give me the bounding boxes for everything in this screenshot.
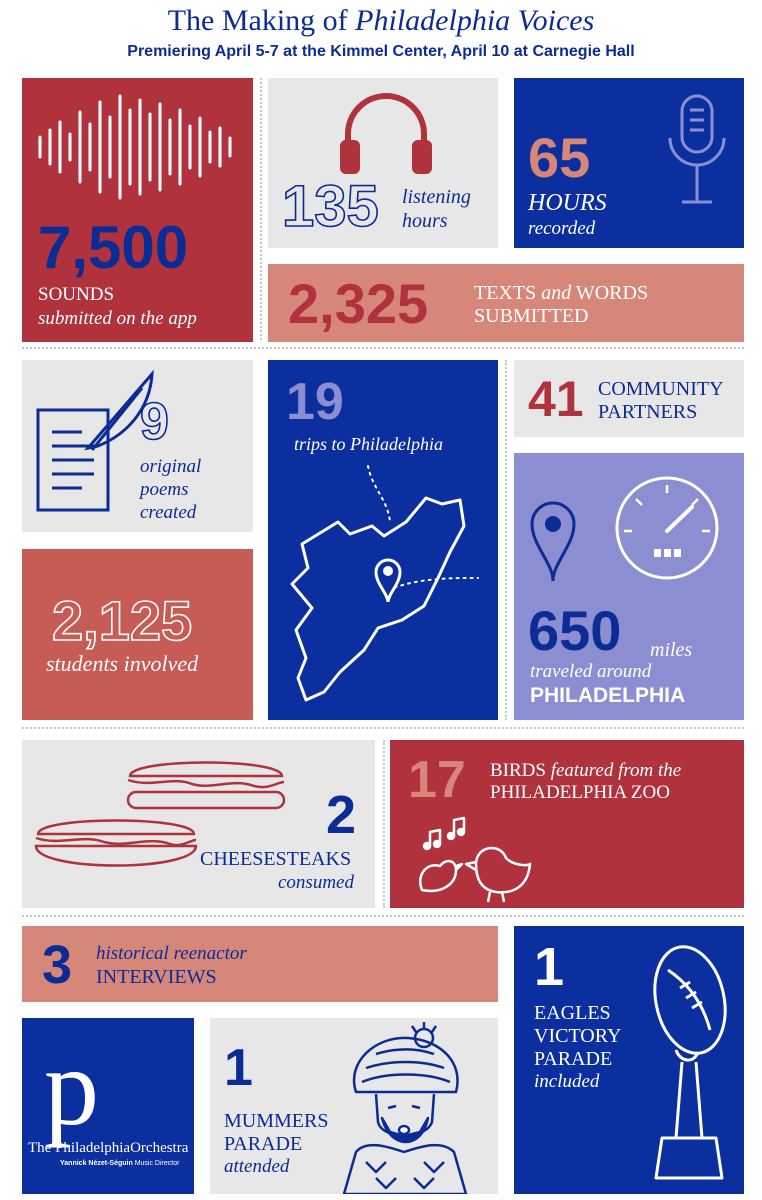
orchestra-logo-director: [60, 1160, 179, 1167]
eagles-label-2: VICTORY: [534, 1025, 622, 1047]
partners-label-2: PARTNERS: [598, 401, 698, 423]
birds-label-1: [490, 760, 681, 782]
cheesesteaks-label-2: consumed: [278, 872, 354, 893]
logo-name-c: Orchestra: [130, 1140, 189, 1156]
title-prefix: The Making of: [167, 4, 356, 37]
students-number: 2,125: [52, 589, 193, 652]
texts-tile: [268, 264, 744, 342]
divider: [22, 727, 744, 729]
recorded-number: 65: [528, 126, 591, 189]
miles-unit: miles: [650, 639, 693, 661]
texts-number: 2,325: [288, 272, 429, 335]
recorded-label-2: recorded: [528, 218, 596, 239]
listening-number: 135: [282, 174, 379, 239]
texts-label-1: [474, 282, 648, 305]
partners-tile: [514, 360, 744, 437]
eagles-label-1: EAGLES: [534, 1002, 611, 1024]
title-italic: Philadelphia Voices: [355, 4, 595, 37]
students-label: students involved: [46, 651, 199, 676]
mummers-number: 1: [224, 1039, 253, 1097]
birds-number: 17: [408, 751, 466, 809]
divider: [260, 78, 262, 340]
page-subtitle: Premiering April 5-7 at the Kimmel Center, April 10 at Carnegie Hall: [127, 43, 635, 60]
poems-label-3: created: [140, 502, 197, 523]
listening-label-2: hours: [402, 210, 448, 232]
logo-director-name: Yannick Nézet-Séguin: [60, 1160, 133, 1167]
sounds-label-1: SOUNDS: [38, 284, 115, 305]
partners-label-1: COMMUNITY: [598, 378, 724, 400]
reenactor-number: 3: [42, 935, 73, 995]
logo-name-b: Philadelphia: [55, 1140, 131, 1156]
soundwave-icon: [36, 92, 236, 202]
poems-number: 9: [140, 393, 169, 451]
orchestra-logo-letter: p: [44, 1026, 99, 1148]
mummers-label-2: PARADE: [224, 1133, 303, 1155]
poems-label-1: original: [140, 456, 202, 477]
sounds-number: 7,500: [38, 214, 189, 281]
poems-tile: [22, 360, 253, 532]
trips-label: trips to Philadelphia: [294, 434, 444, 454]
listening-label-1: listening: [402, 186, 471, 208]
reenactor-tile: [22, 926, 498, 1002]
logo-name-a: The: [28, 1140, 56, 1156]
birds-label-2: PHILADELPHIA ZOO: [490, 782, 670, 803]
eagles-number: 1: [534, 937, 565, 997]
logo-director-title: Music Director: [132, 1160, 180, 1167]
trips-tile: [268, 360, 498, 720]
partners-number: 41: [528, 371, 584, 427]
divider: [22, 915, 744, 917]
texts-label-b: and: [541, 282, 572, 304]
city-map-icon: [268, 460, 498, 710]
mummers-tile: [210, 1018, 498, 1194]
trophy-icon: [632, 938, 742, 1188]
mummer-icon: [316, 1022, 496, 1194]
orchestra-logo-tile: [22, 1018, 194, 1194]
microphone-icon: [662, 92, 732, 212]
divider: [22, 347, 744, 349]
cheesesteaks-tile: [22, 740, 375, 908]
cheesesteaks-number: 2: [326, 785, 357, 845]
students-tile: [22, 549, 253, 720]
divider: [505, 360, 507, 720]
poems-label-2: poems: [140, 479, 189, 500]
birds-label-a: BIRDS: [490, 760, 551, 781]
cheesesteaks-label-1: CHEESESTEAKS: [200, 848, 352, 870]
eagles-tile: [514, 926, 744, 1194]
headphones-icon: [336, 90, 436, 180]
texts-label-c: WORDS: [571, 282, 649, 304]
reenactor-label-1: historical reenactor: [96, 943, 247, 964]
eagles-label-4: included: [534, 1071, 600, 1092]
speedometer-icon: [612, 473, 722, 583]
miles-label-1: traveled around: [530, 661, 652, 682]
recorded-tile: [514, 78, 744, 248]
texts-label-a: TEXTS: [474, 282, 542, 304]
listening-tile: [268, 78, 498, 248]
mummers-label-3: attended: [224, 1156, 290, 1177]
reenactor-label-2: INTERVIEWS: [96, 966, 217, 988]
eagles-label-3: PARADE: [534, 1048, 613, 1070]
divider: [383, 740, 385, 908]
miles-tile: [514, 453, 744, 720]
orchestra-logo-name: [28, 1140, 188, 1157]
trips-number: 19: [286, 373, 344, 431]
sounds-tile: [22, 78, 253, 342]
page-title: [0, 4, 762, 38]
recorded-label-1: HOURS: [528, 190, 607, 216]
birds-tile: [390, 740, 744, 908]
mummers-label-1: MUMMERS: [224, 1110, 329, 1132]
miles-number: 650: [528, 599, 622, 662]
birds-label-b: featured from the: [550, 760, 682, 781]
sounds-label-2: submitted on the app: [38, 308, 197, 329]
birds-icon: [410, 806, 540, 906]
texts-label-2: SUBMITTED: [474, 305, 589, 327]
miles-label-2: PHILADELPHIA: [530, 684, 686, 707]
map-pin-icon: [528, 499, 578, 585]
